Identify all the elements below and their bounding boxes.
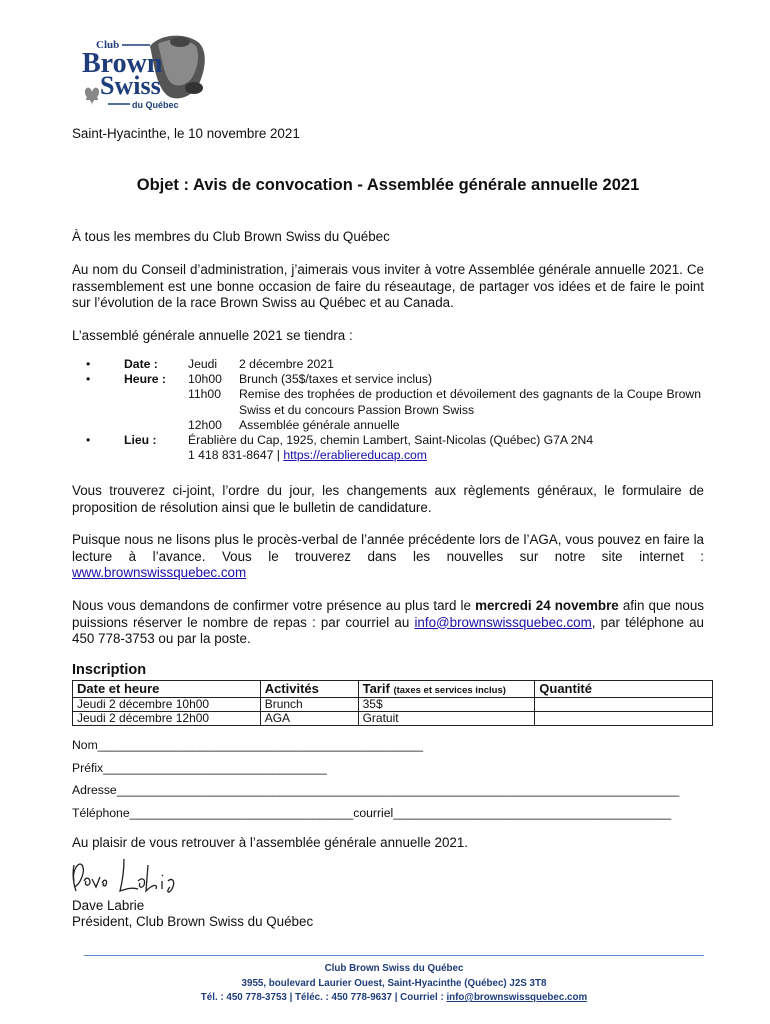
row-activity: AGA xyxy=(260,712,358,726)
inscription-table xyxy=(72,680,713,726)
bullet-icon: • xyxy=(86,372,91,387)
minutes-paragraph xyxy=(72,532,704,582)
greeting: À tous les membres du Club Brown Swiss du Québec xyxy=(72,229,390,244)
row-tarif: 35$ xyxy=(358,698,535,712)
closing-line: Au plaisir de vous retrouver à l’assemblée générale annuelle 2021. xyxy=(72,835,469,850)
header-tarif xyxy=(358,681,535,698)
footer-email-link[interactable]: info@brownswissquebec.com xyxy=(446,992,588,1003)
details-intro: L’assemblé générale annuelle 2021 se tiendra : xyxy=(72,328,353,343)
row-date: Jeudi 2 décembre 10h00 xyxy=(73,698,261,712)
row-activity: Brunch xyxy=(260,698,358,712)
inscription-title: Inscription xyxy=(72,662,147,678)
desc-3: Assemblée générale annuelle xyxy=(239,417,400,432)
detail-place-row xyxy=(72,433,704,448)
row-quantity-input[interactable] xyxy=(535,712,713,726)
signer-name: Dave Labrie xyxy=(72,898,145,913)
intro-paragraph: Au nom du Conseil d’administration, j’aimerais vous inviter à votre Assemblée générale annuelle 2021. Ce rassemblement est une bonne occasion de faire du réseautage, de partager vos idées et de faire le point sur l’évolution de la race Brown Swiss au Québec et au Canada. xyxy=(72,262,704,311)
bullet-icon: • xyxy=(86,432,91,447)
place-value: Érablière du Cap, 1925, chemin Lambert, Saint-Nicolas (Québec) G7A 2N4 xyxy=(188,432,594,447)
nom-field[interactable]: Nom________________________________________________ xyxy=(72,738,424,752)
footer-org: Club Brown Swiss du Québec xyxy=(324,963,464,974)
row-quantity-input[interactable] xyxy=(535,698,713,712)
cow-logo-icon xyxy=(72,30,212,114)
header-date: Date et heure xyxy=(73,681,261,698)
confirm-deadline: mercredi 24 novembre xyxy=(475,598,619,613)
row-date: Jeudi 2 décembre 12h00 xyxy=(73,712,261,726)
footer xyxy=(84,962,704,1006)
detail-row-2 xyxy=(72,387,704,417)
date-label: Date : xyxy=(124,357,158,371)
signer-title: Président, Club Brown Swiss du Québec xyxy=(72,914,314,929)
hour-label: Heure : xyxy=(124,372,166,387)
phone-website-line xyxy=(188,448,708,463)
detail-date-row xyxy=(72,357,704,372)
place-website-link[interactable]: https://erabliereducap.com xyxy=(283,448,427,463)
prefix-field[interactable]: Préfix_________________________________ xyxy=(72,761,327,775)
detail-hour-row xyxy=(72,372,704,387)
confirm-after: , par téléphone au 450 778-3753 ou par la poste. xyxy=(72,614,704,647)
confirm-before: Nous vous demandons de confirmer votre présence au plus tard le xyxy=(72,598,476,613)
detail-phone-row xyxy=(72,448,704,463)
time-1: 10h00 xyxy=(188,372,222,387)
handwritten-signature xyxy=(68,851,188,899)
bullet-icon: • xyxy=(86,357,91,371)
time-2: 11h00 xyxy=(188,387,221,402)
minutes-text: Puisque nous ne lisons plus le procès-verbal de l’année précédente lors de l’AGA, vous pouvez en faire la lecture à l’avance. Vous le trouverez dans les nouvelles sur notre site internet : xyxy=(72,532,704,564)
meeting-details xyxy=(72,357,704,463)
date-line: Saint-Hyacinthe, le 10 novembre 2021 xyxy=(72,126,300,141)
email-link[interactable]: info@brownswissquebec.com xyxy=(414,614,592,630)
confirm-middle: afin que nous puissions réserver le nombre de repas : par courriel au xyxy=(72,598,704,630)
table-row xyxy=(73,698,713,712)
place-phone: 1 418 831-8647 | xyxy=(188,448,280,463)
detail-row-3 xyxy=(72,418,704,433)
header-tarif-note: (taxes et services inclus) xyxy=(393,685,506,696)
attachments-paragraph: Vous trouverez ci-joint, l’ordre du jour, les changements aux règlements généraux, le formulaire de proposition de résolution ainsi que le bulletin de candidature. xyxy=(72,483,704,515)
header-activity: Activités xyxy=(260,681,358,698)
telephone-courriel-field[interactable]: Téléphone_________________________________courriel_________________________________________ xyxy=(72,806,672,820)
table-header-row xyxy=(73,681,713,698)
footer-divider xyxy=(84,955,704,956)
svg-text:Club: Club xyxy=(96,39,120,51)
confirm-paragraph xyxy=(72,598,704,648)
date-day: Jeudi xyxy=(188,357,218,371)
club-logo xyxy=(72,30,212,114)
time-3: 12h00 xyxy=(188,417,222,432)
desc-1: Brunch (35$/taxes et service inclus) xyxy=(239,372,433,387)
header-quantity: Quantité xyxy=(535,681,713,698)
svg-text:Swiss: Swiss xyxy=(100,71,161,100)
date-value: 2 décembre 2021 xyxy=(239,357,334,371)
footer-phones: Tél. : 450 778-3753 | Téléc. : 450 778-9637 | Courriel : xyxy=(200,992,447,1003)
row-tarif: Gratuit xyxy=(358,712,535,726)
svg-text:du Québec: du Québec xyxy=(132,100,179,110)
svg-text:Brown: Brown xyxy=(82,48,163,79)
site-link[interactable]: www.brownswissquebec.com xyxy=(72,565,247,581)
table-row xyxy=(73,712,713,726)
desc-2: Remise des trophées de production et dévoilement des gagnants de la Coupe Brown Swiss et du concours Passion Brown Swiss xyxy=(239,387,701,417)
adresse-field[interactable]: Adresse___________________________________________________________________________________ xyxy=(72,783,680,797)
header-tarif-label: Tarif xyxy=(362,681,390,696)
footer-address: 3955, boulevard Laurier Ouest, Saint-Hyacinthe (Québec) J2S 3T8 xyxy=(241,977,547,989)
place-label: Lieu : xyxy=(124,432,157,447)
subject-title: Objet : Avis de convocation - Assemblée générale annuelle 2021 xyxy=(136,176,640,194)
footer-contact xyxy=(84,991,704,1006)
